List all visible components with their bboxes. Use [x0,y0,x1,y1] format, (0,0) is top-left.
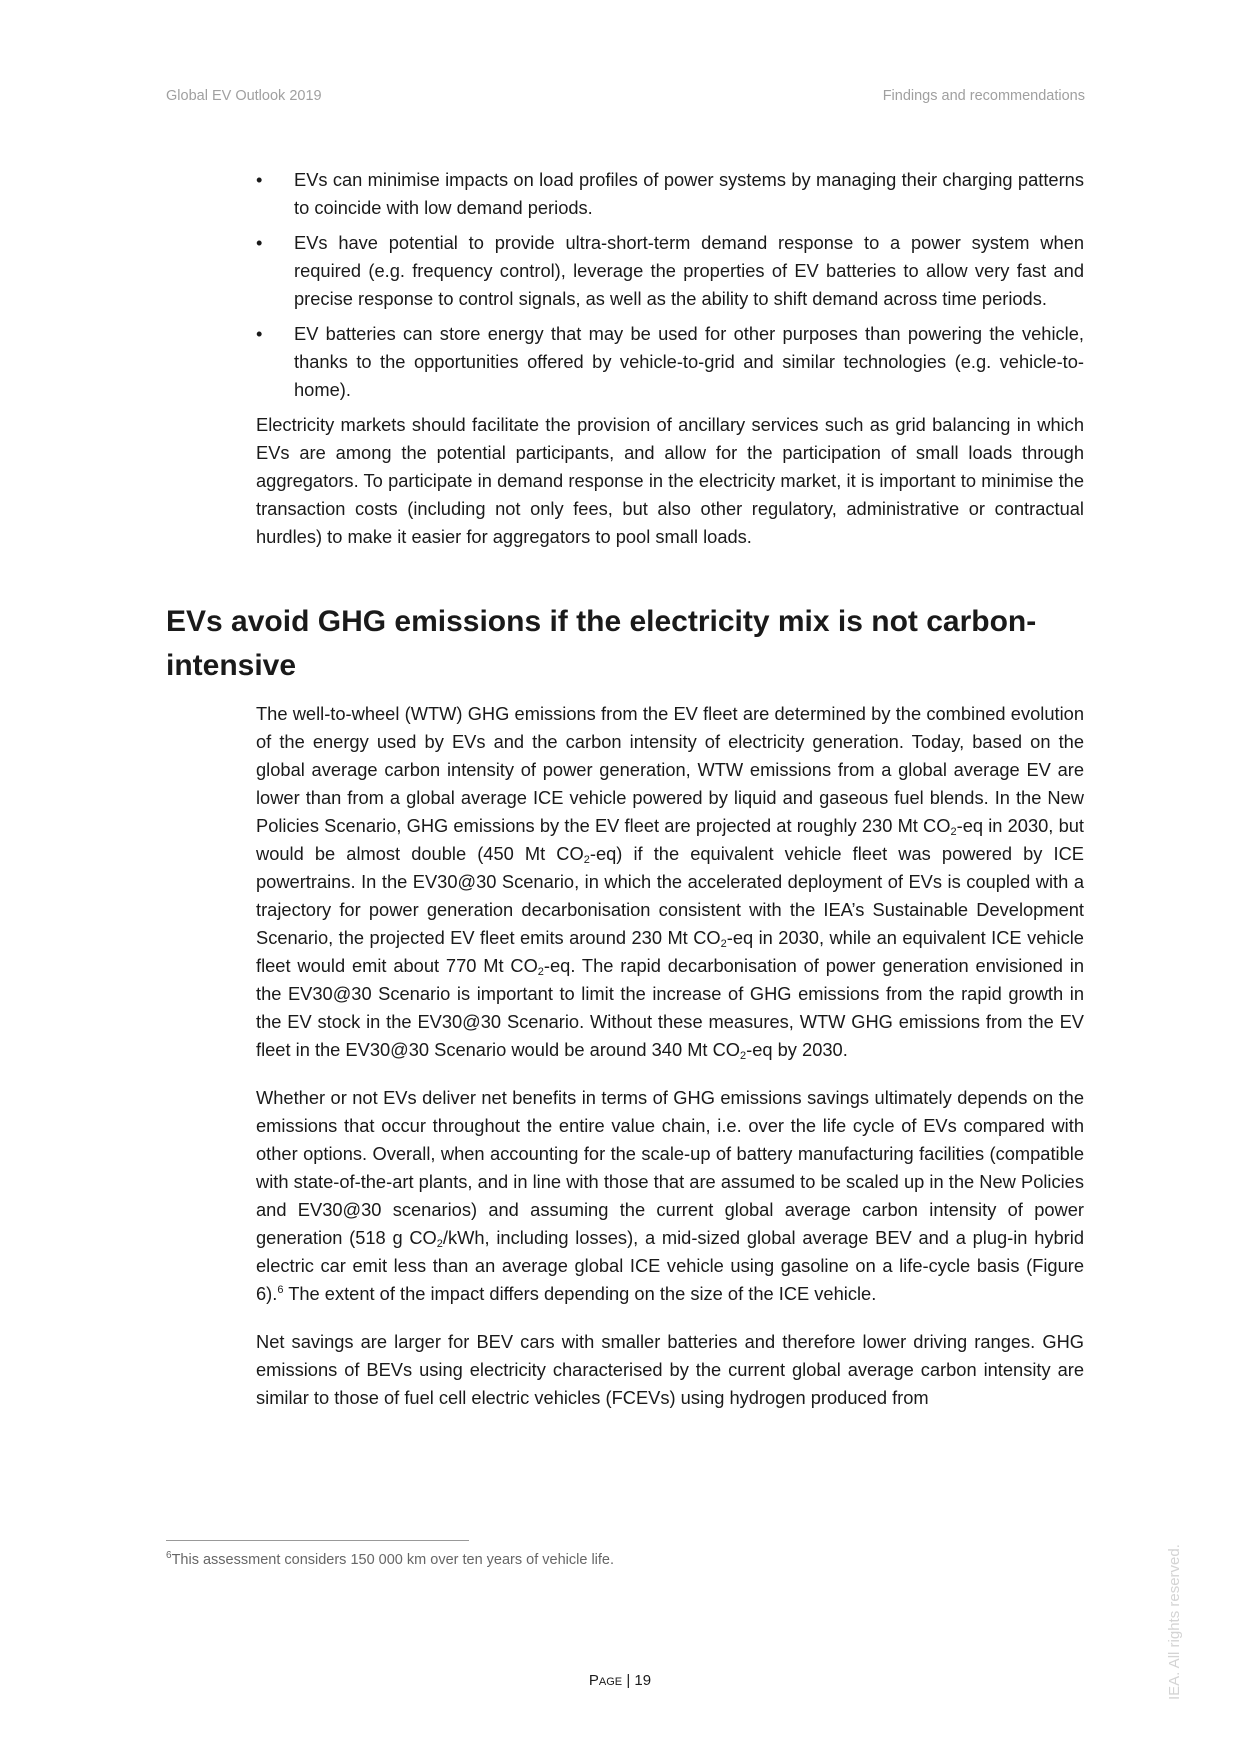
running-header-title: Global EV Outlook 2019 [166,88,322,104]
top-content [256,166,1084,551]
footnote-text: This assessment considers 150 000 km over ten years of vehicle life. [171,1552,615,1568]
footnote-reference[interactable]: 6 [277,1284,284,1296]
bullet-list [256,166,1084,404]
intro-paragraph: Electricity markets should facilitate the provision of ancillary services such as grid balancing in which EVs are among the potential participants, and allow for the participation of small loads through aggregators. To participate in demand response in the electricity market, it is important to minimise the transaction costs (including not only fees, but also other regulatory, administrative or contractual hurdles) to make it easier for aggregators to pool small loads. [256,414,1084,547]
list-item: • EVs have potential to provide ultra-short-term demand response to a power system when required (e.g. frequency control), leverage the properties of EV batteries to allow very fast and precise response to control signals, as well as the ability to shift demand across time periods. [256,229,1084,313]
footnote-number: 6 [166,1550,172,1561]
list-item: • EVs can minimise impacts on load profiles of power systems by managing their charging patterns to coincide with low demand periods. [256,166,1084,222]
page-number: Page | 19 [588,1672,652,1689]
bullet-icon: • [256,323,263,344]
footnote [166,1552,614,1568]
section-body [256,700,1084,1432]
paragraph-wtw-emissions: The well-to-wheel (WTW) GHG emissions from the EV fleet are determined by the combined evolution of the energy used by EVs and the carbon intensity of electricity generation. Today, based on the global average carbon intensity of power generation, WTW emissions from a global average EV are lower than from a global average ICE vehicle powered by liquid and gaseous fuel blends. In the New Policies Scenario, GHG emissions by the EV fleet are projected at roughly 230 Mt $CO_2-eq$ in 2030, but would be almost double (450 Mt $CO_2-eq$) if the equivalent vehicle fleet was powered by ICE powertrains. In the EV30@30 Scenario, in which the accelerated deployment of EVs is coupled with a trajectory for power generation decarbonisation consistent with the IEA’s Sustainable Development Scenario, the projected EV fleet emits around 230 Mt $CO_2-eq$ in 2030, while an equivalent ICE vehicle fleet would emit about 770 Mt $CO_2-eq$. The rapid decarbonisation of power generation envisioned in the EV30@30 Scenario is important to limit the increase of GHG emissions from the rapid growth in the EV stock in the EV30@30 Scenario. Without these measures, WTW GHG emissions from the EV fleet in the EV30@30 Scenario would be around 340 Mt $CO_2-eq$ by 2030. [256,703,1084,1062]
list-item: • EV batteries can store energy that may be used for other purposes than powering the vehicle, thanks to the opportunities offered by vehicle-to-grid and similar technologies (e.g. vehicle-to-home). [256,320,1084,404]
rights-watermark: IEA. All rights reserved. [1166,1544,1183,1700]
running-header-section: Findings and recommendations [882,88,1085,104]
paragraph-life-cycle: Whether or not EVs deliver net benefits in terms of GHG emissions savings ultimately depends on the emissions that occur throughout the entire value chain, i.e. over the life cycle of EVs compared with other options. Overall, when accounting for the scale-up of battery manufacturing facilities (compatible with state-of-the-art plants, and in line with those that are assumed to be scaled up in the New Policies and EV30@30 scenarios) and assuming the current global average carbon intensity of power generation (518 g $CO_2$/kWh, including losses), a mid-sized global average BEV and a plug-in hybrid electric car emit less than an average global ICE vehicle using gasoline on a life-cycle basis (Figure 6).$^6$ The extent of the impact differs depending on the size of the ICE vehicle. [256,1087,1084,1304]
footnote-divider [166,1540,469,1541]
bullet-icon: • [256,232,263,253]
bullet-icon: • [256,169,263,190]
section-heading: EVs avoid GHG emissions if the electricity mix is not carbon-intensive [166,605,1037,682]
page-label: Page [588,1672,623,1689]
paragraph-net-savings: Net savings are larger for BEV cars with smaller batteries and therefore lower driving ranges. GHG emissions of BEVs using electricity characterised by the current global average carbon intensity are similar to those of fuel cell electric vehicles (FCEVs) using hydrogen produced from [256,1331,1084,1408]
